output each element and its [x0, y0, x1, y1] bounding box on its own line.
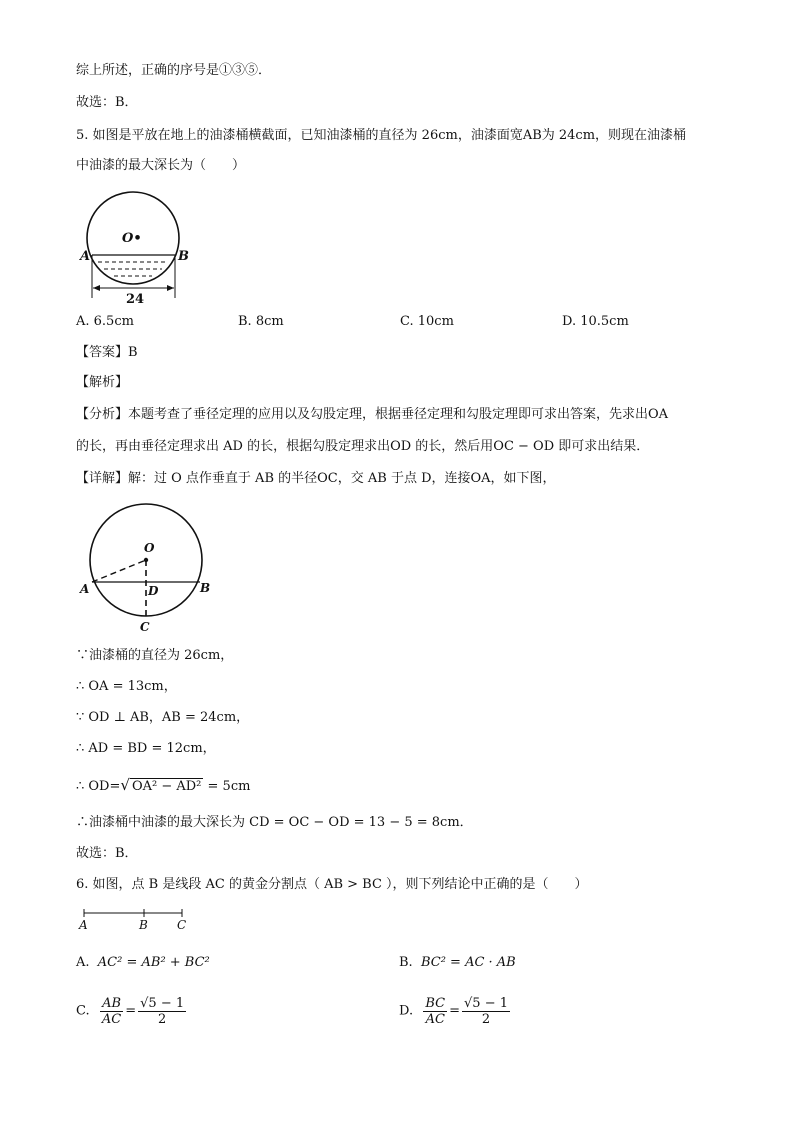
- arrow-left: [93, 285, 100, 291]
- label-d: D: [148, 584, 159, 598]
- q6-option-b-prefix: B.: [399, 955, 413, 970]
- label-o: O: [144, 541, 155, 555]
- q6-option-d-rhs: $\frac{√5 - 1}{2}$: [464, 996, 508, 1027]
- answer-line: 【答案】B: [76, 345, 138, 360]
- q6-option-d-prefix: D.: [399, 1003, 414, 1019]
- question-6: 6. 如图，点 B 是线段 AC 的黄金分割点（ AB > BC ），则下列结论中正确的是（ ）: [76, 877, 588, 892]
- step-5: [76, 776, 250, 796]
- q6-option-a-prefix: A.: [76, 955, 90, 970]
- step-5-prefix: ∴ OD=: [76, 779, 121, 794]
- label-a: A: [80, 582, 90, 596]
- q5-option-b: B. 8cm: [238, 314, 284, 329]
- arrow-right: [167, 285, 174, 291]
- step-6: ∴油漆桶中油漆的最大深长为 CD = OC − OD = 13 − 5 = 8cm．: [76, 815, 473, 830]
- q6-option-c-eq: =: [125, 1003, 137, 1019]
- figure-golden-section-segment: [76, 904, 196, 934]
- q6-option-c-lhs: $\frac{AB}{AC}$: [101, 996, 122, 1027]
- label-c: C: [177, 918, 187, 932]
- analysis-heading: 【解析】: [76, 375, 129, 390]
- q6-option-d: [399, 996, 512, 1027]
- step-1: ∵油漆桶的直径为 26cm，: [76, 648, 234, 663]
- q5-option-c: C. 10cm: [400, 314, 454, 329]
- label-a: A: [79, 918, 88, 932]
- question-5-line-2: 中油漆的最大深长为（ ）: [76, 158, 246, 173]
- label-b: B: [139, 918, 148, 932]
- q6-option-a-expr: AC² = AB² + BC²: [97, 955, 210, 970]
- label-b: B: [200, 581, 211, 595]
- analysis-line-1: 【分析】本题考查了垂径定理的应用以及勾股定理，根据垂径定理和勾股定理即可求出答案，先求出OA: [76, 407, 669, 422]
- q5-option-a: A. 6.5cm: [76, 314, 134, 329]
- step-4: ∴ AD = BD = 12cm，: [76, 741, 216, 756]
- label-b: B: [178, 249, 189, 264]
- step-5-result: = 5cm: [203, 779, 251, 794]
- q6-option-c: [76, 996, 188, 1027]
- step-5-radicand: OA² − AD²: [131, 779, 202, 794]
- choose-line-2: 故选：B．: [76, 846, 138, 861]
- q6-option-a: [76, 954, 210, 972]
- figure-circle-radius: [76, 500, 226, 638]
- detail-line: 【详解】解：过 O 点作垂直于 AB 的半径OC，交 AB 于点 D，连接OA，如下图，: [76, 471, 556, 486]
- analysis-line-2: 的长，再由垂径定理求出 AD 的长，根据勾股定理求出OD 的长，然后用OC − OD 即可求出结果．: [76, 439, 650, 454]
- point-o: [144, 558, 148, 562]
- label-c: C: [140, 620, 150, 634]
- sqrt-sign: √: [120, 776, 130, 794]
- segment-oa: [92, 560, 146, 582]
- question-5-line-1: 5. 如图是平放在地上的油漆桶横截面，已知油漆桶的直径为 26cm，油漆面宽AB为 24cm，则现在油漆桶: [76, 128, 687, 143]
- q6-option-c-rhs: $\frac{√5 - 1}{2}$: [140, 996, 185, 1027]
- q6-option-b-expr: BC² = AC · AB: [420, 955, 516, 970]
- label-a: A: [80, 249, 91, 264]
- q5-option-d: D. 10.5cm: [562, 314, 629, 329]
- label-o: O•: [122, 231, 142, 246]
- step-3: ∵ OD ⊥ AB，AB = 24cm，: [76, 710, 250, 725]
- summary-line: 综上所述，正确的序号是①③⑤．: [76, 63, 272, 78]
- q6-option-c-prefix: C.: [76, 1003, 90, 1019]
- label-24: 24: [126, 292, 145, 307]
- step-2: ∴ OA = 13cm，: [76, 679, 177, 694]
- q6-option-b: [399, 954, 516, 972]
- choose-line: 故选：B．: [76, 95, 138, 110]
- q6-option-d-lhs: $\frac{BC}{AC}$: [425, 996, 446, 1027]
- figure-bucket-cross-section: [76, 186, 216, 308]
- q6-option-d-eq: =: [449, 1003, 461, 1019]
